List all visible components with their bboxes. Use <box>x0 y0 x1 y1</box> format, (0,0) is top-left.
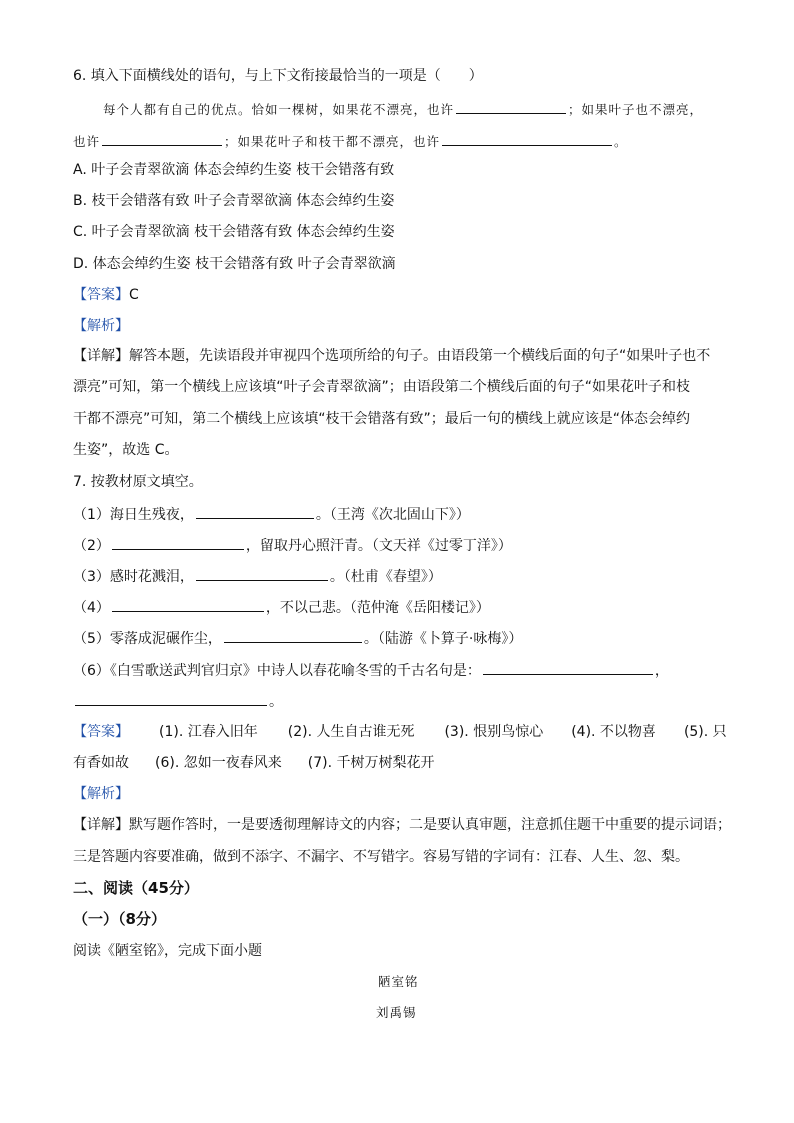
poem-title: 陋室铭 <box>378 974 419 989</box>
q7-blank-1 <box>196 503 314 519</box>
reading-instruction: 阅读《陋室铭》，完成下面小题 <box>73 943 262 959</box>
q6-stem: 6. 填入下面横线处的语句，与上下文衔接最恰当的一项是（ ） <box>73 68 483 84</box>
q6-detail-line: 干都不漂亮”可知，第二个横线上应该填“枝干会错落有致”；最后一句的横线上就应该是“体态会绰约 <box>73 411 691 427</box>
q7-item-2 <box>73 534 512 556</box>
q6-detail-line <box>73 346 710 366</box>
q7-item-text: （6）《白雪歌送武判官归京》中诗人以春花喻冬雪的千古名句是： <box>73 663 481 679</box>
answer-value: C <box>129 287 139 303</box>
q6-passage-text: ；如果花叶子和枝干都不漂亮，也许 <box>224 134 441 149</box>
q7-answer-6: (6). 忽如一夜春风来 <box>155 755 282 771</box>
q6-passage-line2 <box>73 130 628 152</box>
analysis-tag: 【解析】 <box>73 786 129 802</box>
section-heading: 二、阅读（45分） <box>73 879 199 897</box>
q7-analysis-tag <box>73 784 129 804</box>
q7-item-text: （4） <box>73 600 110 616</box>
q7-item-4 <box>73 596 490 618</box>
q7-answer-line1 <box>73 722 727 742</box>
q6-analysis-tag <box>73 316 129 336</box>
q7-item-text: 。（杜甫《春望》） <box>329 569 442 585</box>
detail-tag: 【详解】 <box>73 348 129 364</box>
detail-text: 解答本题，先读语段并审视四个选项所给的句子。由语段第一个横线后面的句子“如果叶子也不 <box>129 348 711 364</box>
q7-item-text: （5）零落成泥碾作尘， <box>73 631 222 647</box>
q7-blank-4 <box>112 596 264 612</box>
q7-item-6-cont <box>73 690 283 712</box>
q6-blank-3 <box>442 130 612 146</box>
q7-item-text: ，不以己悲。（范仲淹《岳阳楼记》） <box>265 600 490 616</box>
q6-option-c: C. 叶子会青翠欲滴 枝干会错落有致 体态会绰约生姿 <box>73 224 395 240</box>
q7-item-text: 。（陆游《卜算子·咏梅》） <box>363 631 523 647</box>
q7-blank-3 <box>196 565 328 581</box>
q7-item-text: （3）感时花溅泪， <box>73 569 194 585</box>
q6-passage-text: 。 <box>614 134 628 149</box>
detail-tag: 【详解】 <box>73 817 129 833</box>
q7-answer-line2 <box>73 753 434 773</box>
q6-blank-2 <box>102 130 222 146</box>
analysis-tag: 【解析】 <box>73 318 129 334</box>
q7-item-1 <box>73 503 470 525</box>
q7-item-text: （1）海日生残夜， <box>73 507 194 523</box>
q6-option-b: B. 枝干会错落有致 叶子会青翠欲滴 体态会绰约生姿 <box>73 193 395 209</box>
q6-passage-line1 <box>103 98 703 120</box>
q7-blank-6 <box>483 659 653 675</box>
q7-answer-1: (1). 江春入旧年 <box>159 724 258 740</box>
q7-item-text: 。 <box>269 694 283 710</box>
q7-answer-7: (7). 千树万树梨花开 <box>307 755 435 771</box>
detail-text: 默写题作答时，一是要透彻理解诗文的内容；二是要认真审题，注意抓住题干中重要的提示词语； <box>129 817 731 833</box>
q7-blank-7 <box>75 690 267 706</box>
q7-item-text: ， <box>654 663 669 679</box>
q7-item-5 <box>73 627 522 649</box>
q6-option-d: D. 体态会绰约生姿 枝干会错落有致 叶子会青翠欲滴 <box>73 256 396 272</box>
q7-answer-4: (4). 不以物喜 <box>571 724 656 740</box>
q7-item-text: ，留取丹心照汗青。（文天祥《过零丁洋》） <box>245 538 512 554</box>
q6-passage-text: 每个人都有自己的优点。恰如一棵树，如果花不漂亮，也许 <box>103 102 455 117</box>
q7-item-6 <box>73 659 669 681</box>
q7-detail-line: 三是答题内容要准确，做到不添字、不漏字、不写错字。容易写错的字词有：江春、人生、忽、梨。 <box>73 849 689 865</box>
q6-detail-line: 漂亮”可知，第一个横线上应该填“叶子会青翠欲滴”；由语段第二个横线后面的句子“如果花叶子和枝 <box>73 379 691 395</box>
q7-answer-2: (2). 人生自古谁无死 <box>287 724 415 740</box>
q7-item-text: 。（王湾《次北固山下》） <box>315 507 470 523</box>
q7-blank-5 <box>224 627 362 643</box>
q6-option-a: A. 叶子会青翠欲滴 体态会绰约生姿 枝干会错落有致 <box>73 162 395 178</box>
q7-stem: 7. 按教材原文填空。 <box>73 474 203 490</box>
q7-answer-5-cont: 有香如故 <box>73 755 129 771</box>
q7-blank-2 <box>112 534 244 550</box>
subsection-heading: （一）（8分） <box>73 910 166 928</box>
poem-author: 刘禹锡 <box>376 1005 417 1020</box>
q6-passage-text: ；如果叶子也不漂亮， <box>568 102 704 117</box>
q7-answer-5: (5). 只 <box>683 724 727 740</box>
answer-tag: 【答案】 <box>73 287 129 303</box>
q7-item-text: （2） <box>73 538 110 554</box>
q6-blank-1 <box>456 98 566 114</box>
q6-detail-line: 生姿”，故选 C。 <box>73 442 179 458</box>
q6-answer <box>73 285 139 305</box>
q7-answer-3: (3). 恨别鸟惊心 <box>444 724 544 740</box>
q7-detail-line <box>73 815 731 835</box>
q7-item-3 <box>73 565 442 587</box>
answer-tag: 【答案】 <box>73 724 129 740</box>
q6-passage-text: 也许 <box>73 134 101 149</box>
